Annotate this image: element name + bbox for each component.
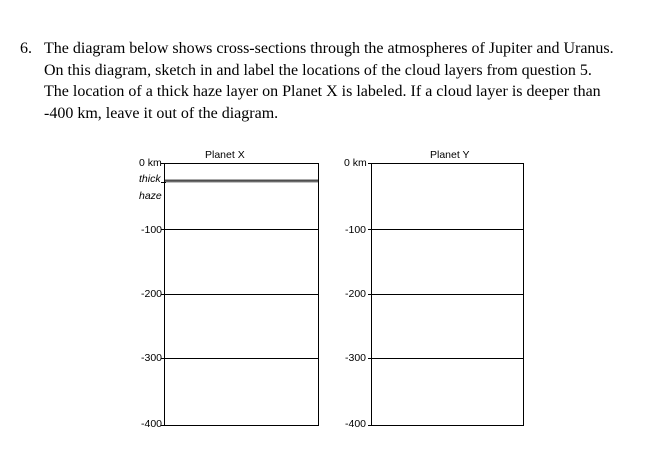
planet-x-zero-label: 0 km <box>139 157 162 169</box>
planet-y-gridline-100 <box>368 229 524 230</box>
planet-x-depth-label-200: -200 <box>141 288 163 300</box>
planet-x-depth-label-100: -100 <box>141 224 163 236</box>
planet-x-haze-label-haze: haze <box>139 190 162 202</box>
question-line-3: The location of a thick haze layer on Planet X is labeled. If a cloud layer is deeper than <box>44 83 601 100</box>
planet-y-depth-label-100: -100 <box>345 224 367 236</box>
thick-haze-layer <box>165 179 318 183</box>
question-line-4: -400 km, leave it out of the diagram. <box>44 104 279 122</box>
planet-y-depth-label-400: -400 <box>345 418 367 430</box>
planet-x-gridline-300 <box>161 358 319 359</box>
planet-x-bottom-tick <box>161 425 166 426</box>
planet-x-depth-label-300: -300 <box>141 352 163 364</box>
question-line-1: The diagram below shows cross-sections through the atmospheres of Jupiter and Uranus. <box>44 40 614 57</box>
planet-y-depth-label-200: -200 <box>345 288 367 300</box>
planet-x-title: Planet X <box>205 149 245 161</box>
question-number: 6. <box>20 40 32 57</box>
planet-x-gridline-200 <box>161 294 319 295</box>
planet-y-gridline-200 <box>368 294 524 295</box>
planet-y-gridline-300 <box>368 358 524 359</box>
planet-y-bottom-tick <box>368 425 373 426</box>
planet-x-depth-label-400: -400 <box>141 418 163 430</box>
planet-x-gridline-100 <box>161 229 319 230</box>
planet-x-haze-label-thick: thick <box>139 173 161 185</box>
planet-y-title: Planet Y <box>430 149 470 161</box>
planet-y-zero-label: 0 km <box>344 157 367 169</box>
planet-y-depth-label-300: -300 <box>345 352 367 364</box>
question-line-2: On this diagram, sketch in and label the locations of the cloud layers from question 5. <box>44 61 592 79</box>
planet-x-haze-tick <box>161 182 166 183</box>
